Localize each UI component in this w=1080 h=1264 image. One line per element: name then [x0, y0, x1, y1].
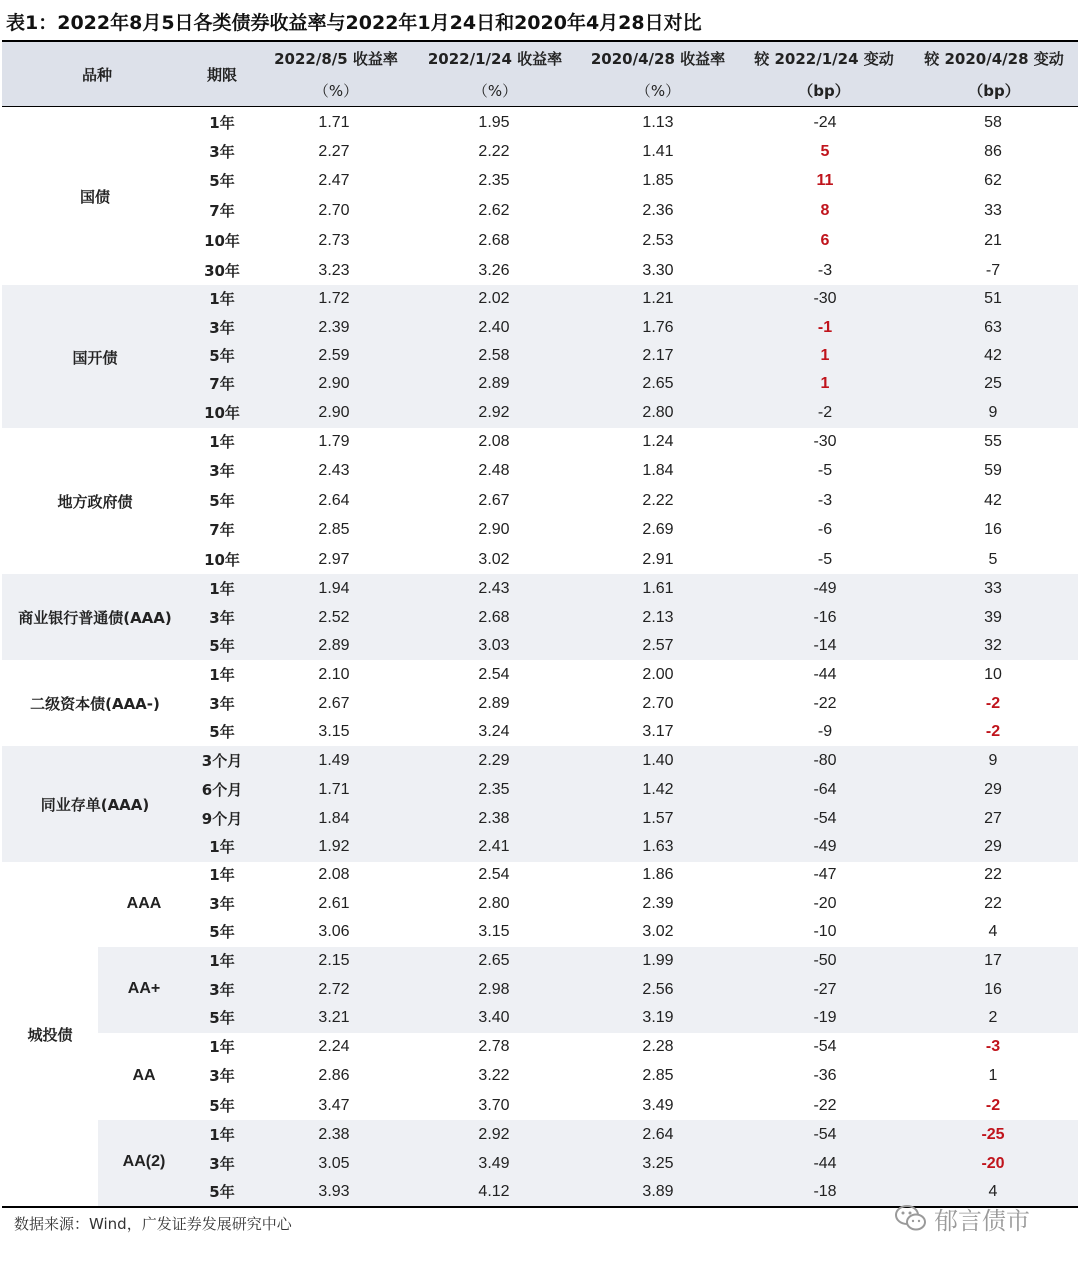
value-cell: 2.41 [478, 838, 510, 855]
term-cell: 5年 [209, 347, 235, 365]
value-cell: 2.54 [478, 866, 510, 883]
value-cell: 2.02 [478, 290, 510, 307]
term-cell: 1年 [209, 433, 235, 451]
value-cell: 25 [984, 375, 1002, 392]
value-cell: 1.42 [642, 781, 674, 798]
value-cell: -2 [985, 1097, 1001, 1114]
value-cell: -5 [817, 551, 833, 568]
value-cell: 3.21 [318, 1009, 350, 1026]
value-cell: -5 [817, 462, 833, 479]
value-cell: 1.84 [642, 462, 674, 479]
value-cell: 27 [984, 810, 1002, 827]
value-cell: 3.15 [478, 923, 510, 940]
value-cell: 2.91 [642, 551, 674, 568]
header-col5-unit: （bp） [968, 82, 1020, 100]
value-cell: 2.39 [642, 895, 674, 912]
value-cell: 2.92 [478, 404, 510, 421]
header-col1-unit: （%） [313, 82, 359, 100]
value-cell: 3.49 [642, 1097, 674, 1114]
value-cell: 3.93 [318, 1183, 350, 1200]
value-cell: 2.47 [318, 172, 350, 189]
value-cell: 3.02 [478, 551, 510, 568]
value-cell: 3.70 [478, 1097, 510, 1114]
value-cell: -54 [813, 1126, 837, 1143]
term-cell: 3年 [209, 695, 235, 713]
header-term: 期限 [206, 66, 237, 84]
value-cell: 42 [984, 492, 1002, 509]
value-cell: 17 [984, 952, 1002, 969]
header-col4: 较 2022/1/24 变动 [754, 50, 894, 68]
value-cell: 33 [984, 580, 1002, 597]
value-cell: 1.85 [642, 172, 674, 189]
value-cell: 2.24 [318, 1038, 350, 1055]
value-cell: 9 [988, 404, 998, 421]
value-cell: 2.64 [318, 492, 350, 509]
value-cell: 1.61 [642, 580, 674, 597]
header-col3: 2020/4/28 收益率 [590, 50, 726, 68]
value-cell: 1 [820, 375, 830, 392]
value-cell: 2.36 [642, 202, 674, 219]
watermark-text: 郁言债市 [934, 1206, 1030, 1235]
term-cell: 3年 [209, 143, 235, 161]
value-cell: -3 [985, 1038, 1001, 1055]
value-cell: 1.71 [318, 781, 350, 798]
value-cell: 2.90 [318, 404, 350, 421]
value-cell: 5 [820, 143, 830, 160]
value-cell: 6 [820, 232, 830, 249]
value-cell: 3.40 [478, 1009, 510, 1026]
rating-label: AAA [126, 894, 162, 912]
value-cell: 1.21 [642, 290, 674, 307]
value-cell: 2.27 [318, 143, 350, 160]
rating-label: AA+ [127, 980, 161, 997]
term-cell: 5年 [209, 1183, 235, 1201]
term-cell: 3年 [209, 1155, 235, 1173]
value-cell: 2.35 [478, 781, 510, 798]
value-cell: 2.43 [478, 580, 510, 597]
value-cell: 1.79 [318, 433, 350, 450]
header-col2: 2022/1/24 收益率 [427, 50, 563, 68]
value-cell: 2.56 [642, 981, 674, 998]
category-label: 国债 [79, 188, 110, 206]
value-cell: 16 [984, 981, 1002, 998]
term-cell: 1年 [209, 838, 235, 856]
category-label: 商业银行普通债(AAA) [18, 609, 172, 627]
category-label: 城投债 [27, 1026, 73, 1044]
term-cell: 3个月 [201, 752, 243, 770]
rating-label: AA [132, 1066, 156, 1084]
value-cell: 1.13 [642, 114, 674, 131]
value-cell: -18 [813, 1183, 837, 1200]
value-cell: -3 [817, 492, 833, 509]
value-cell: 2.40 [478, 319, 510, 336]
term-cell: 1年 [209, 1126, 235, 1144]
value-cell: 1.72 [318, 290, 350, 307]
value-cell: 2.13 [642, 609, 674, 626]
value-cell: 1.94 [318, 580, 350, 597]
value-cell: 39 [984, 609, 1002, 626]
value-cell: 2.68 [478, 232, 510, 249]
value-cell: -3 [817, 262, 833, 279]
value-cell: 29 [984, 781, 1002, 798]
value-cell: 3.47 [318, 1097, 350, 1114]
term-cell: 3年 [209, 1067, 235, 1085]
value-cell: 3.15 [318, 723, 350, 740]
value-cell: 1.95 [478, 114, 510, 131]
value-cell: -2 [985, 723, 1001, 740]
value-cell: 2.08 [318, 866, 350, 883]
value-cell: 2.89 [478, 695, 510, 712]
value-cell: 16 [984, 521, 1002, 538]
value-cell: 22 [984, 895, 1002, 912]
value-cell: -22 [813, 1097, 837, 1114]
value-cell: -22 [813, 695, 837, 712]
value-cell: 2.85 [642, 1067, 674, 1084]
value-cell: 2.89 [318, 637, 350, 654]
value-cell: 42 [984, 347, 1002, 364]
value-cell: 2.43 [318, 462, 350, 479]
value-cell: 2.54 [478, 666, 510, 683]
value-cell: 4 [988, 923, 998, 940]
value-cell: 33 [984, 202, 1002, 219]
term-cell: 3年 [209, 462, 235, 480]
value-cell: 2.90 [318, 375, 350, 392]
value-cell: -54 [813, 1038, 837, 1055]
value-cell: 1.41 [642, 143, 674, 160]
value-cell: 32 [984, 637, 1002, 654]
value-cell: 2.52 [318, 609, 350, 626]
term-cell: 1年 [209, 580, 235, 598]
term-cell: 5年 [209, 723, 235, 741]
value-cell: -20 [813, 895, 837, 912]
term-cell: 10年 [204, 232, 240, 250]
value-cell: 2.67 [318, 695, 350, 712]
value-cell: -6 [817, 521, 833, 538]
header-col3-unit: （%） [635, 82, 681, 100]
value-cell: 2.97 [318, 551, 350, 568]
value-cell: 3.22 [478, 1067, 510, 1084]
value-cell: 1.86 [642, 866, 674, 883]
value-cell: 1.99 [642, 952, 674, 969]
value-cell: 2.08 [478, 433, 510, 450]
header-col2-unit: （%） [472, 82, 518, 100]
value-cell: 2.53 [642, 232, 674, 249]
value-cell: 3.17 [642, 723, 674, 740]
rating-label: AA(2) [122, 1153, 166, 1170]
value-cell: -24 [813, 114, 837, 131]
value-cell: -49 [813, 580, 837, 597]
value-cell: 3.02 [642, 923, 674, 940]
value-cell: 62 [984, 172, 1002, 189]
term-cell: 1年 [209, 666, 235, 684]
value-cell: 2.69 [642, 521, 674, 538]
value-cell: -30 [813, 433, 837, 450]
category-label: 同业存单(AAA) [40, 796, 150, 814]
value-cell: 2.58 [478, 347, 510, 364]
value-cell: 4.12 [478, 1183, 510, 1200]
value-cell: 22 [984, 866, 1002, 883]
term-cell: 5年 [209, 923, 235, 941]
value-cell: 3.89 [642, 1183, 674, 1200]
value-cell: 5 [988, 551, 998, 568]
value-cell: 2.68 [478, 609, 510, 626]
value-cell: 3.30 [642, 262, 674, 279]
value-cell: 3.19 [642, 1009, 674, 1026]
value-cell: 2.38 [478, 810, 510, 827]
table-title: 表1：2022年8月5日各类债券收益率与2022年1月24日和2020年4月28日对比 [6, 12, 702, 34]
value-cell: -64 [813, 781, 837, 798]
value-cell: 11 [816, 172, 834, 189]
value-cell: 1.49 [318, 752, 350, 769]
term-cell: 5年 [209, 172, 235, 190]
value-cell: 10 [984, 666, 1002, 683]
value-cell: -49 [813, 838, 837, 855]
value-cell: -9 [817, 723, 833, 740]
value-cell: 2.78 [478, 1038, 510, 1055]
value-cell: 2 [988, 1009, 998, 1026]
value-cell: 1.63 [642, 838, 674, 855]
term-cell: 7年 [209, 521, 235, 539]
header-variety: 品种 [81, 66, 112, 84]
value-cell: 9 [988, 752, 998, 769]
value-cell: 2.00 [642, 666, 674, 683]
value-cell: -44 [813, 666, 837, 683]
value-cell: 2.70 [318, 202, 350, 219]
header-rule [2, 106, 1078, 107]
value-cell: -44 [813, 1155, 837, 1172]
value-cell: 3.06 [318, 923, 350, 940]
value-cell: -30 [813, 290, 837, 307]
value-cell: 1.76 [642, 319, 674, 336]
value-cell: -2 [817, 404, 833, 421]
value-cell: 86 [984, 143, 1002, 160]
term-cell: 3年 [209, 319, 235, 337]
value-cell: 21 [984, 232, 1002, 249]
term-cell: 30年 [204, 262, 240, 280]
value-cell: 3.23 [318, 262, 350, 279]
term-cell: 10年 [204, 551, 240, 569]
value-cell: 51 [984, 290, 1002, 307]
value-cell: 8 [820, 202, 830, 219]
value-cell: 2.48 [478, 462, 510, 479]
term-cell: 6个月 [201, 781, 243, 799]
value-cell: -54 [813, 810, 837, 827]
value-cell: 2.92 [478, 1126, 510, 1143]
term-cell: 5年 [209, 492, 235, 510]
value-cell: -20 [981, 1155, 1005, 1172]
value-cell: 29 [984, 838, 1002, 855]
value-cell: 3.03 [478, 637, 510, 654]
term-cell: 1年 [209, 866, 235, 884]
value-cell: 2.61 [318, 895, 350, 912]
value-cell: 2.72 [318, 981, 350, 998]
value-cell: 1.84 [318, 810, 350, 827]
term-cell: 7年 [209, 375, 235, 393]
value-cell: 2.22 [478, 143, 510, 160]
value-cell: 2.80 [478, 895, 510, 912]
source-note: 数据来源：Wind，广发证券发展研究中心 [14, 1215, 292, 1233]
value-cell: 1.57 [642, 810, 674, 827]
value-cell: 2.65 [478, 952, 510, 969]
term-cell: 3年 [209, 981, 235, 999]
value-cell: 1.92 [318, 838, 350, 855]
value-cell: 55 [984, 433, 1002, 450]
value-cell: 63 [984, 319, 1002, 336]
watermark [894, 1200, 1030, 1236]
term-cell: 1年 [209, 1038, 235, 1056]
value-cell: -10 [813, 923, 837, 940]
value-cell: 1.40 [642, 752, 674, 769]
value-cell: 59 [984, 462, 1002, 479]
value-cell: 2.10 [318, 666, 350, 683]
value-cell: 3.49 [478, 1155, 510, 1172]
value-cell: 2.65 [642, 375, 674, 392]
value-cell: 4 [988, 1183, 998, 1200]
term-cell: 3年 [209, 609, 235, 627]
value-cell: 2.38 [318, 1126, 350, 1143]
value-cell: 2.15 [318, 952, 350, 969]
value-cell: 2.73 [318, 232, 350, 249]
header-col5: 较 2020/4/28 变动 [924, 50, 1064, 68]
value-cell: 1 [820, 347, 830, 364]
term-cell: 7年 [209, 202, 235, 220]
value-cell: 3.26 [478, 262, 510, 279]
value-cell: 2.22 [642, 492, 674, 509]
value-cell: 1.24 [642, 433, 674, 450]
value-cell: 2.28 [642, 1038, 674, 1055]
value-cell: -36 [813, 1067, 837, 1084]
value-cell: 2.17 [642, 347, 674, 364]
value-cell: 2.67 [478, 492, 510, 509]
value-cell: 2.62 [478, 202, 510, 219]
value-cell: -47 [813, 866, 837, 883]
value-cell: -14 [813, 637, 837, 654]
value-cell: 3.24 [478, 723, 510, 740]
value-cell: 2.35 [478, 172, 510, 189]
term-cell: 1年 [209, 114, 235, 132]
table-header [2, 42, 1078, 106]
value-cell: -25 [981, 1126, 1005, 1143]
value-cell: -1 [817, 319, 833, 336]
term-cell: 1年 [209, 952, 235, 970]
term-cell: 5年 [209, 1009, 235, 1027]
category-label: 国开债 [72, 348, 118, 367]
category-label: 地方政府债 [57, 493, 133, 511]
value-cell: 2.70 [642, 695, 674, 712]
term-cell: 3年 [209, 895, 235, 913]
value-cell: 2.85 [318, 521, 350, 538]
term-cell: 9个月 [201, 810, 243, 828]
value-cell: 1 [988, 1067, 998, 1084]
term-cell: 1年 [209, 290, 235, 308]
header-col4-unit: （bp） [798, 82, 850, 100]
term-cell: 5年 [209, 1097, 235, 1115]
value-cell: 3.05 [318, 1155, 350, 1172]
value-cell: 2.64 [642, 1126, 674, 1143]
value-cell: 2.39 [318, 319, 350, 336]
value-cell: -50 [813, 952, 837, 969]
value-cell: 2.98 [478, 981, 510, 998]
value-cell: 2.89 [478, 375, 510, 392]
value-cell: -2 [985, 695, 1001, 712]
value-cell: 2.80 [642, 404, 674, 421]
value-cell: -27 [813, 981, 837, 998]
value-cell: 2.29 [478, 752, 510, 769]
value-cell: 58 [984, 114, 1002, 131]
wechat-icon [894, 1203, 928, 1233]
value-cell: 3.25 [642, 1155, 674, 1172]
value-cell: -7 [985, 262, 1001, 279]
term-cell: 5年 [209, 637, 235, 655]
term-cell: 10年 [204, 404, 240, 422]
value-cell: 2.90 [478, 521, 510, 538]
value-cell: 2.59 [318, 347, 350, 364]
value-cell: 1.71 [318, 114, 350, 131]
header-col1: 2022/8/5 收益率 [274, 50, 398, 68]
value-cell: 2.57 [642, 637, 674, 654]
value-cell: 2.86 [318, 1067, 350, 1084]
value-cell: -16 [813, 609, 837, 626]
value-cell: -19 [813, 1009, 837, 1026]
value-cell: -80 [813, 752, 837, 769]
category-label: 二级资本债(AAA-) [30, 695, 160, 713]
